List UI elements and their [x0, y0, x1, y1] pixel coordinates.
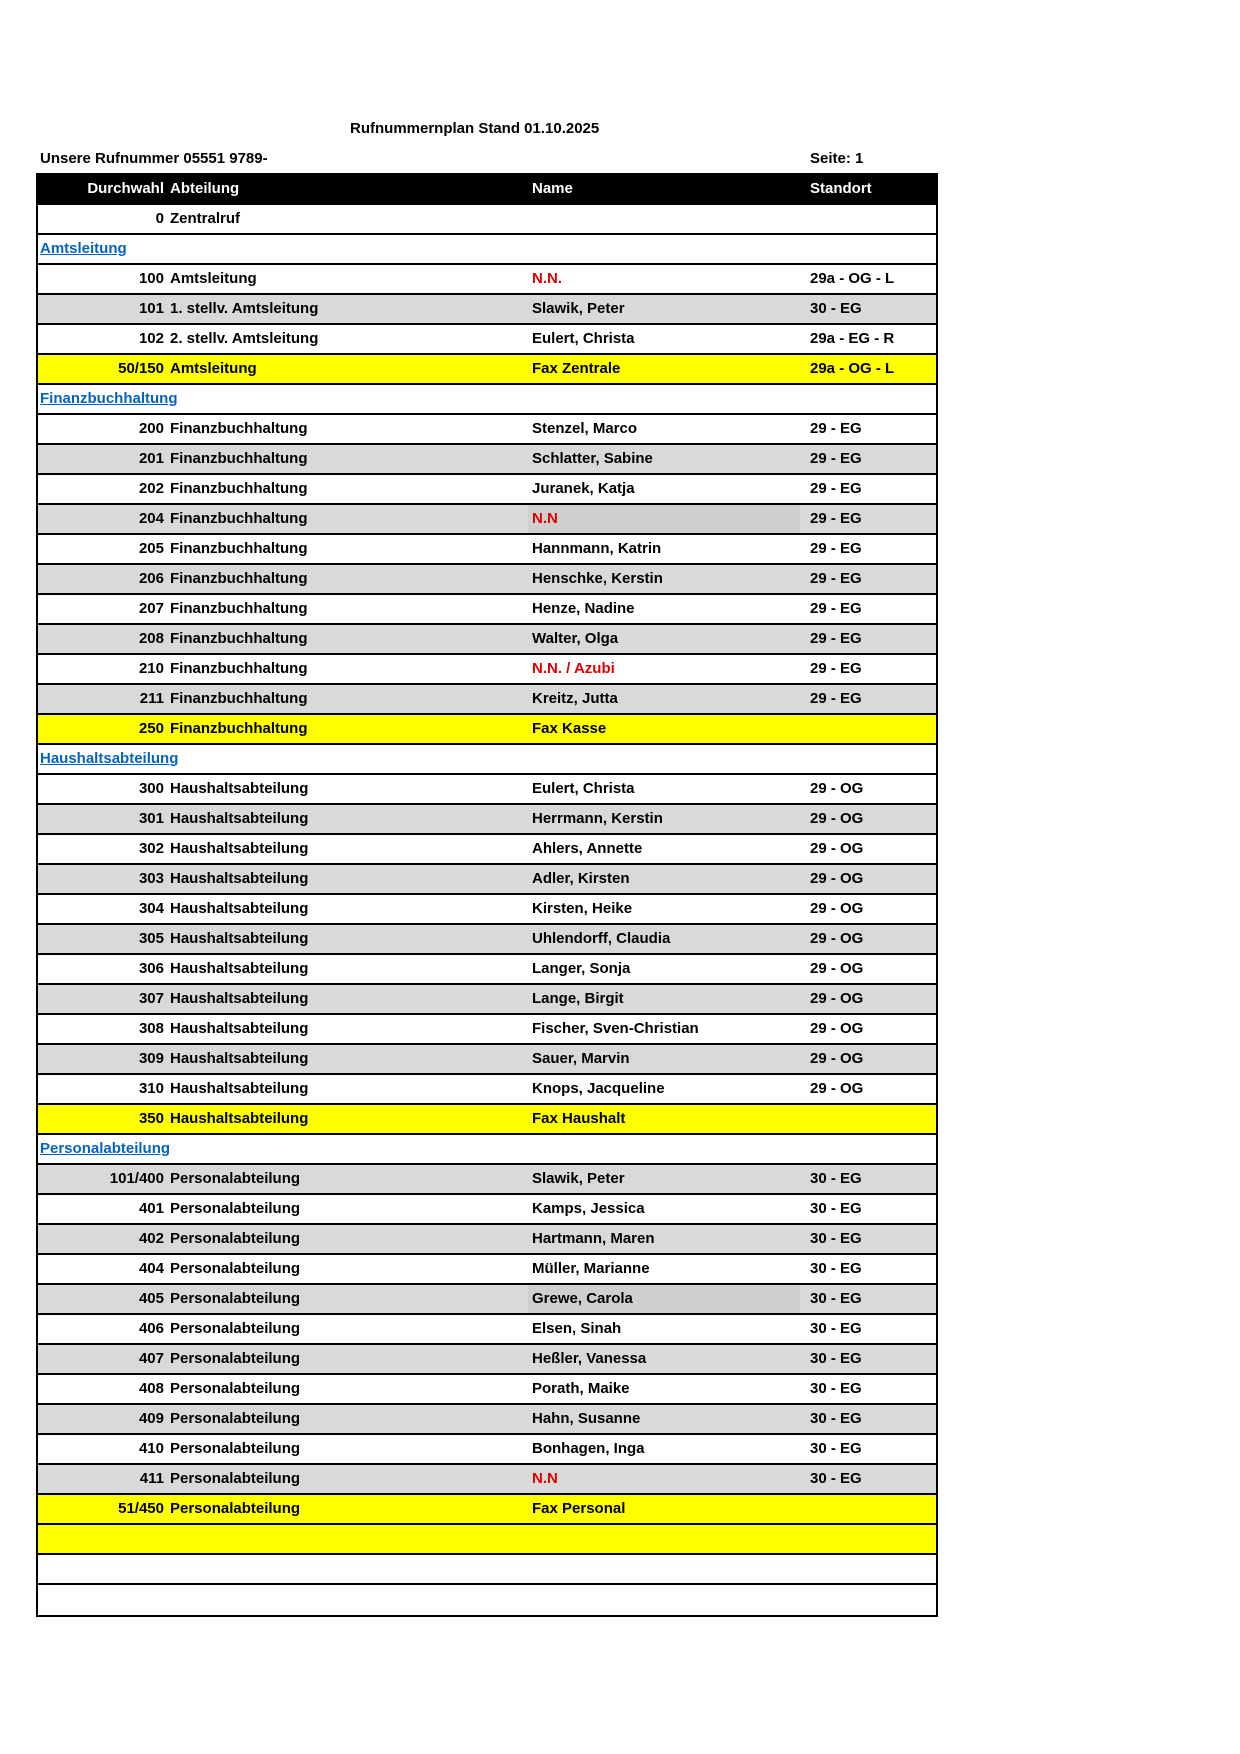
cell-standort: 30 - EG: [810, 1200, 862, 1217]
cell-abteilung: 2. stellv. Amtsleitung: [170, 330, 319, 347]
cell-standort: 29 - EG: [810, 660, 862, 677]
cell-standort: 30 - EG: [810, 1230, 862, 1247]
cell-durchwahl: 405: [138, 1290, 164, 1307]
cell-standort: 30 - EG: [810, 1350, 862, 1367]
cell-name: Hahn, Susanne: [532, 1410, 641, 1427]
table-row: [38, 325, 936, 355]
cell-name: Schlatter, Sabine: [532, 450, 653, 467]
header-name: Name: [532, 180, 573, 197]
cell-name: Knops, Jacqueline: [532, 1080, 665, 1097]
table-row: [38, 625, 936, 655]
cell-standort: 30 - EG: [810, 1320, 862, 1337]
cell-name: Adler, Kirsten: [532, 870, 630, 887]
table-row: [38, 685, 936, 715]
cell-standort: 29a - EG - R: [810, 330, 895, 347]
cell-durchwahl: 101: [138, 300, 164, 317]
section-row: [38, 1135, 936, 1165]
cell-abteilung: Amtsleitung: [170, 270, 257, 287]
table-row: [38, 595, 936, 625]
cell-durchwahl: 350: [138, 1110, 164, 1127]
cell-standort: 29 - EG: [810, 600, 862, 617]
cell-name: Hartmann, Maren: [532, 1230, 655, 1247]
cell-name: Lange, Birgit: [532, 990, 624, 1007]
cell-name: Fax Kasse: [532, 720, 607, 737]
cell-shade: [528, 505, 800, 533]
cell-standort: 29 - OG: [810, 840, 864, 857]
cell-durchwahl: 101/400: [109, 1170, 164, 1187]
table-row: [38, 505, 936, 535]
cell-abteilung: Finanzbuchhaltung: [170, 720, 308, 737]
cell-abteilung: Finanzbuchhaltung: [170, 630, 308, 647]
cell-durchwahl: 210: [138, 660, 164, 677]
cell-standort: 30 - EG: [810, 1440, 862, 1457]
cell-abteilung: Personalabteilung: [170, 1230, 301, 1247]
cell-durchwahl: 411: [139, 1470, 164, 1487]
cell-durchwahl: 402: [138, 1230, 164, 1247]
header-standort: Standort: [810, 180, 872, 197]
cell-name: N.N: [532, 510, 558, 527]
cell-abteilung: Personalabteilung: [170, 1380, 301, 1397]
table-row: [38, 535, 936, 565]
table-row: [38, 205, 936, 235]
header-abteilung: Abteilung: [170, 180, 240, 197]
table-row: [38, 985, 936, 1015]
cell-durchwahl: 50/150: [118, 360, 164, 377]
cell-abteilung: Haushaltsabteilung: [170, 870, 309, 887]
cell-durchwahl: 51/450: [118, 1500, 164, 1517]
cell-name: Slawik, Peter: [532, 300, 625, 317]
cell-standort: 29 - OG: [810, 990, 864, 1007]
cell-standort: 30 - EG: [810, 1410, 862, 1427]
cell-name: Kamps, Jessica: [532, 1200, 645, 1217]
cell-abteilung: Personalabteilung: [170, 1200, 301, 1217]
phone-directory-table: [36, 173, 938, 1617]
cell-durchwahl: 206: [138, 570, 164, 587]
cell-name: N.N. / Azubi: [532, 660, 615, 677]
cell-name: Slawik, Peter: [532, 1170, 625, 1187]
cell-name: Heßler, Vanessa: [532, 1350, 647, 1367]
table-row: [38, 1435, 936, 1465]
cell-name: Müller, Marianne: [532, 1260, 650, 1277]
cell-durchwahl: 306: [138, 960, 164, 977]
cell-abteilung: Haushaltsabteilung: [170, 780, 309, 797]
table-row: [38, 1345, 936, 1375]
cell-abteilung: Haushaltsabteilung: [170, 840, 309, 857]
cell-name: Henschke, Kerstin: [532, 570, 663, 587]
cell-durchwahl: 307: [138, 990, 164, 1007]
cell-standort: 29 - OG: [810, 1020, 864, 1037]
table-row: [38, 1585, 936, 1615]
cell-standort: 29 - EG: [810, 630, 862, 647]
table-row: [38, 1255, 936, 1285]
cell-durchwahl: 409: [138, 1410, 164, 1427]
cell-name: N.N.: [532, 270, 562, 287]
table-row: [38, 565, 936, 595]
cell-durchwahl: 211: [139, 690, 164, 707]
table-row: [38, 415, 936, 445]
cell-durchwahl: 301: [138, 810, 164, 827]
cell-abteilung: Zentralruf: [170, 210, 241, 227]
cell-abteilung: Personalabteilung: [170, 1260, 301, 1277]
cell-durchwahl: 202: [138, 480, 164, 497]
cell-name: Porath, Maike: [532, 1380, 630, 1397]
table-row: [38, 1225, 936, 1255]
cell-name: Henze, Nadine: [532, 600, 635, 617]
cell-name: Fax Personal: [532, 1500, 626, 1517]
cell-durchwahl: 300: [138, 780, 164, 797]
cell-abteilung: Haushaltsabteilung: [170, 1020, 309, 1037]
cell-durchwahl: 303: [138, 870, 164, 887]
table-row: [38, 955, 936, 985]
cell-abteilung: Personalabteilung: [170, 1350, 301, 1367]
cell-durchwahl: 406: [138, 1320, 164, 1337]
section-row: [38, 385, 936, 415]
table-row: [38, 1045, 936, 1075]
table-row: [38, 1405, 936, 1435]
cell-abteilung: 1. stellv. Amtsleitung: [170, 300, 319, 317]
cell-abteilung: Finanzbuchhaltung: [170, 600, 308, 617]
cell-standort: 29 - OG: [810, 1050, 864, 1067]
cell-abteilung: Personalabteilung: [170, 1410, 301, 1427]
cell-durchwahl: 207: [138, 600, 164, 617]
cell-durchwahl: 308: [138, 1020, 164, 1037]
table-row: [38, 1555, 936, 1585]
cell-name: Kirsten, Heike: [532, 900, 633, 917]
cell-durchwahl: 201: [138, 450, 164, 467]
cell-abteilung: Finanzbuchhaltung: [170, 480, 308, 497]
table-row: [38, 1465, 936, 1495]
cell-abteilung: Finanzbuchhaltung: [170, 660, 308, 677]
cell-abteilung: Haushaltsabteilung: [170, 1050, 309, 1067]
table-row: [38, 1495, 936, 1525]
cell-abteilung: Haushaltsabteilung: [170, 930, 309, 947]
cell-durchwahl: 302: [138, 840, 164, 857]
cell-abteilung: Personalabteilung: [170, 1290, 301, 1307]
cell-abteilung: Haushaltsabteilung: [170, 1110, 309, 1127]
table-row: [38, 295, 936, 325]
cell-durchwahl: 309: [138, 1050, 164, 1067]
table-row: [38, 1105, 936, 1135]
table-row: [38, 355, 936, 385]
cell-name: Stenzel, Marco: [532, 420, 638, 437]
cell-name: Uhlendorff, Claudia: [532, 930, 671, 947]
table-row: [38, 1525, 936, 1555]
cell-standort: 29 - OG: [810, 960, 864, 977]
cell-standort: 29 - EG: [810, 420, 862, 437]
cell-standort: 29 - EG: [810, 570, 862, 587]
cell-name: Bonhagen, Inga: [532, 1440, 645, 1457]
subheader: [40, 150, 940, 167]
cell-durchwahl: 250: [138, 720, 164, 737]
cell-standort: 30 - EG: [810, 1290, 862, 1307]
table-row: [38, 775, 936, 805]
cell-durchwahl: 304: [138, 900, 164, 917]
cell-name: Grewe, Carola: [532, 1290, 633, 1307]
cell-name: N.N: [532, 1470, 558, 1487]
page-number: Seite: 1: [810, 150, 864, 167]
cell-abteilung: Personalabteilung: [170, 1440, 301, 1457]
section-row: [38, 235, 936, 265]
table-row: [38, 265, 936, 295]
table-row: [38, 895, 936, 925]
table-row: [38, 1285, 936, 1315]
cell-name: Fax Haushalt: [532, 1110, 626, 1127]
cell-name: Walter, Olga: [532, 630, 619, 647]
cell-standort: 30 - EG: [810, 1470, 862, 1487]
section-link[interactable]: Haushaltsabteilung: [40, 750, 179, 767]
cell-standort: 29 - EG: [810, 540, 862, 557]
table-row: [38, 1015, 936, 1045]
cell-abteilung: Haushaltsabteilung: [170, 810, 309, 827]
cell-durchwahl: 401: [138, 1200, 164, 1217]
cell-standort: 30 - EG: [810, 1170, 862, 1187]
cell-abteilung: Finanzbuchhaltung: [170, 510, 308, 527]
cell-durchwahl: 0: [155, 210, 164, 227]
cell-abteilung: Haushaltsabteilung: [170, 900, 309, 917]
cell-standort: 30 - EG: [810, 1260, 862, 1277]
cell-durchwahl: 100: [138, 270, 164, 287]
table-row: [38, 1195, 936, 1225]
cell-durchwahl: 404: [138, 1260, 164, 1277]
cell-abteilung: Personalabteilung: [170, 1500, 301, 1517]
cell-name: Ahlers, Annette: [532, 840, 643, 857]
cell-durchwahl: 305: [138, 930, 164, 947]
cell-abteilung: Personalabteilung: [170, 1320, 301, 1337]
cell-standort: 29 - EG: [810, 690, 862, 707]
cell-durchwahl: 410: [138, 1440, 164, 1457]
cell-name: Fax Zentrale: [532, 360, 621, 377]
cell-abteilung: Finanzbuchhaltung: [170, 540, 308, 557]
cell-abteilung: Finanzbuchhaltung: [170, 690, 308, 707]
cell-abteilung: Haushaltsabteilung: [170, 1080, 309, 1097]
cell-durchwahl: 204: [138, 510, 164, 527]
cell-abteilung: Haushaltsabteilung: [170, 960, 309, 977]
cell-standort: 30 - EG: [810, 300, 862, 317]
table-row: [38, 475, 936, 505]
table-header: [38, 175, 936, 205]
cell-durchwahl: 200: [138, 420, 164, 437]
cell-standort: 29 - OG: [810, 930, 864, 947]
cell-abteilung: Finanzbuchhaltung: [170, 570, 308, 587]
cell-durchwahl: 205: [138, 540, 164, 557]
section-row: [38, 745, 936, 775]
cell-standort: 29a - OG - L: [810, 270, 895, 287]
table-row: [38, 1075, 936, 1105]
table-row: [38, 1165, 936, 1195]
table-row: [38, 1315, 936, 1345]
cell-standort: 29a - OG - L: [810, 360, 895, 377]
table-row: [38, 715, 936, 745]
cell-standort: 29 - OG: [810, 900, 864, 917]
table-row: [38, 655, 936, 685]
cell-standort: 30 - EG: [810, 1380, 862, 1397]
cell-durchwahl: 408: [138, 1380, 164, 1397]
cell-name: Sauer, Marvin: [532, 1050, 630, 1067]
cell-durchwahl: 102: [138, 330, 164, 347]
section-link[interactable]: Amtsleitung: [40, 240, 127, 257]
cell-abteilung: Personalabteilung: [170, 1470, 301, 1487]
cell-name: Kreitz, Jutta: [532, 690, 618, 707]
cell-abteilung: Haushaltsabteilung: [170, 990, 309, 1007]
cell-standort: 29 - EG: [810, 510, 862, 527]
cell-name: Herrmann, Kerstin: [532, 810, 663, 827]
section-link[interactable]: Personalabteilung: [40, 1140, 171, 1157]
header-durchwahl: Durchwahl: [87, 180, 164, 197]
cell-name: Hannmann, Katrin: [532, 540, 662, 557]
table-row: [38, 445, 936, 475]
cell-name: Fischer, Sven-Christian: [532, 1020, 699, 1037]
cell-abteilung: Finanzbuchhaltung: [170, 420, 308, 437]
cell-abteilung: Personalabteilung: [170, 1170, 301, 1187]
cell-name: Langer, Sonja: [532, 960, 631, 977]
cell-name: Elsen, Sinah: [532, 1320, 622, 1337]
cell-abteilung: Finanzbuchhaltung: [170, 450, 308, 467]
table-row: [38, 1375, 936, 1405]
page-title: Rufnummernplan Stand 01.10.2025: [350, 120, 600, 137]
cell-standort: 29 - EG: [810, 450, 862, 467]
cell-standort: 29 - EG: [810, 480, 862, 497]
table-row: [38, 835, 936, 865]
cell-standort: 29 - OG: [810, 870, 864, 887]
section-link[interactable]: Finanzbuchhaltung: [40, 390, 178, 407]
cell-standort: 29 - OG: [810, 1080, 864, 1097]
table-row: [38, 925, 936, 955]
cell-name: Eulert, Christa: [532, 330, 635, 347]
cell-standort: 29 - OG: [810, 810, 864, 827]
cell-name: Juranek, Katja: [532, 480, 635, 497]
cell-durchwahl: 407: [138, 1350, 164, 1367]
cell-name: Eulert, Christa: [532, 780, 635, 797]
table-row: [38, 865, 936, 895]
cell-abteilung: Amtsleitung: [170, 360, 257, 377]
cell-durchwahl: 310: [138, 1080, 164, 1097]
cell-standort: 29 - OG: [810, 780, 864, 797]
cell-durchwahl: 208: [138, 630, 164, 647]
table-row: [38, 805, 936, 835]
phone-number-label: Unsere Rufnummer 05551 9789-: [40, 150, 268, 167]
